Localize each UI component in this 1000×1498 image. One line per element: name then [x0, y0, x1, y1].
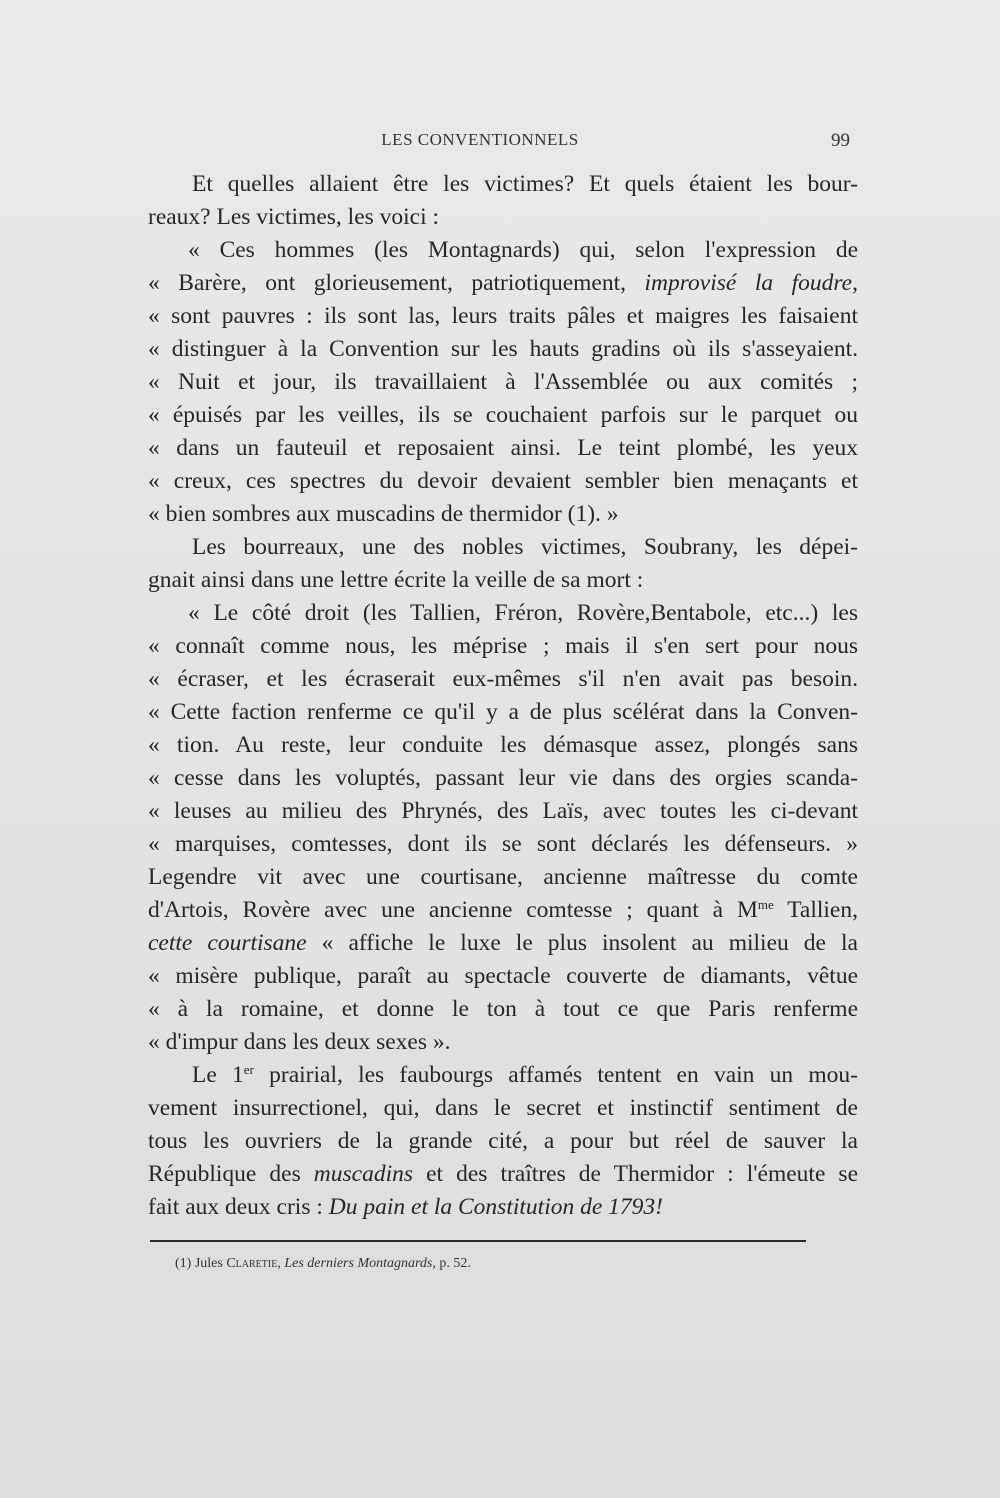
text-line [148, 234, 858, 267]
text-line [148, 498, 858, 531]
text-line [148, 564, 858, 597]
running-title: LES CONVENTIONNELS [381, 130, 579, 149]
line-text: « Ces hommes (les Montagnards) qui, selon l'expression de [188, 237, 858, 263]
line-text: d'Artois, Rovère avec une ancienne comtesse ; quant à M [148, 897, 758, 923]
line-text: « affiche le luxe le plus insolent au milieu de la [306, 930, 858, 956]
line-text: gnait ainsi dans une lettre écrite la veille de sa mort : [148, 567, 644, 593]
line-text: « cesse dans les voluptés, passant leur vie dans des orgies scanda- [148, 765, 858, 791]
line-text: « sont pauvres : ils sont las, leurs traits pâles et maigres les faisaient [148, 303, 858, 329]
text-line [148, 960, 858, 993]
running-head [150, 130, 850, 154]
line-text: Les bourreaux, une des nobles victimes, Soubrany, les dépei- [192, 534, 858, 560]
text-line [148, 1092, 858, 1125]
text-line [148, 201, 858, 234]
line-text: « connaît comme nous, les méprise ; mais il s'en sert pour nous [148, 633, 858, 659]
line-text: Le 1 [192, 1062, 244, 1088]
line-text: « Barère, ont glorieusement, patriotiquement, [148, 270, 645, 296]
footnote-title: Les derniers Montagnards, [284, 1256, 436, 1271]
footnote-page: p. 52. [439, 1256, 471, 1271]
line-text: « Nuit et jour, ils travaillaient à l'Assemblée ou aux comités ; [148, 369, 858, 395]
line-text: « écraser, et les écraserait eux-mêmes s'il n'en avait pas besoin. [148, 666, 858, 692]
footnote-rule [150, 1240, 806, 1242]
text-line [148, 1026, 858, 1059]
italic-span: Du pain et la Constitution de 1793! [328, 1194, 663, 1220]
line-text: fait aux deux cris : [148, 1194, 329, 1220]
text-line [148, 531, 858, 564]
text-line [148, 795, 858, 828]
line-text: « dans un fauteuil et reposaient ainsi. Le teint plombé, les yeux [148, 435, 858, 461]
text-line [148, 696, 858, 729]
text-line [148, 828, 858, 861]
text-line [148, 729, 858, 762]
italic-span: improvisé la foudre, [644, 270, 858, 296]
text-line [148, 894, 858, 927]
text-line [148, 267, 858, 300]
line-text: reaux? Les victimes, les voici : [148, 204, 440, 230]
line-text: « tion. Au reste, leur conduite les démasque assez, plongés sans [148, 732, 858, 758]
footnote-author-last: Claretie, [226, 1256, 281, 1271]
line-text: vement insurrectionel, qui, dans le secret et instinctif sentiment de [148, 1095, 858, 1121]
body-text [148, 168, 858, 1224]
line-text-after: prairial, les faubourgs affamés tentent en vain un mou- [253, 1062, 858, 1088]
text-line [148, 993, 858, 1026]
text-line [148, 399, 858, 432]
line-text: « épuisés par les veilles, ils se couchaient parfois sur le parquet ou [148, 402, 858, 428]
text-line [148, 333, 858, 366]
text-line [148, 927, 858, 960]
line-text: « Cette faction renferme ce qu'il y a de plus scélérat dans la Conven- [148, 699, 858, 725]
line-text: « marquises, comtesses, dont ils se sont déclarés les défenseurs. » [148, 831, 858, 857]
line-text: République des [148, 1161, 314, 1187]
line-text: « creux, ces spectres du devoir devaient sembler bien menaçants et [148, 468, 858, 494]
text-line [148, 432, 858, 465]
line-text-after: et des traîtres de Thermidor : l'émeute se [413, 1161, 859, 1187]
line-text: « Le côté droit (les Tallien, Fréron, Rovère,Bentabole, etc...) les [188, 600, 858, 626]
text-line [148, 597, 858, 630]
text-line [148, 1125, 858, 1158]
text-line [148, 465, 858, 498]
text-line [148, 630, 858, 663]
superscript: me [757, 897, 774, 912]
text-line [148, 861, 858, 894]
superscript: er [243, 1062, 254, 1077]
text-line [148, 168, 858, 201]
line-text: « leuses au milieu des Phrynés, des Laïs, avec toutes les ci-devant [148, 798, 858, 824]
line-text: « distinguer à la Convention sur les hauts gradins où ils s'asseyaient. [148, 336, 858, 362]
text-line [148, 1059, 858, 1092]
text-line [148, 300, 858, 333]
line-text: « bien sombres aux muscadins de thermidor (1). » [148, 501, 619, 527]
text-line [148, 663, 858, 696]
page-number: 99 [831, 130, 850, 151]
footnote-marker: (1) [175, 1256, 192, 1271]
text-line [148, 366, 858, 399]
line-text: Legendre vit avec une courtisane, ancienne maîtresse du comte [148, 864, 858, 890]
text-line [148, 1158, 858, 1191]
footnote-author-first: Jules [194, 1256, 223, 1271]
line-text: « misère publique, paraît au spectacle couverte de diamants, vêtue [148, 963, 858, 989]
text-line [148, 762, 858, 795]
line-text: tous les ouvriers de la grande cité, a pour but réel de sauver la [148, 1128, 858, 1154]
line-text: « d'impur dans les deux sexes ». [148, 1029, 451, 1055]
line-text-after: Tallien, [773, 897, 858, 923]
line-text: Et quelles allaient être les victimes? Et quels étaient les bour- [192, 171, 858, 197]
italic-span: cette courtisane [148, 930, 307, 956]
line-text: « à la romaine, et donne le ton à tout ce que Paris renferme [148, 996, 858, 1022]
footnote [175, 1256, 471, 1272]
text-line [148, 1191, 858, 1224]
italic-span: muscadins [313, 1161, 414, 1187]
